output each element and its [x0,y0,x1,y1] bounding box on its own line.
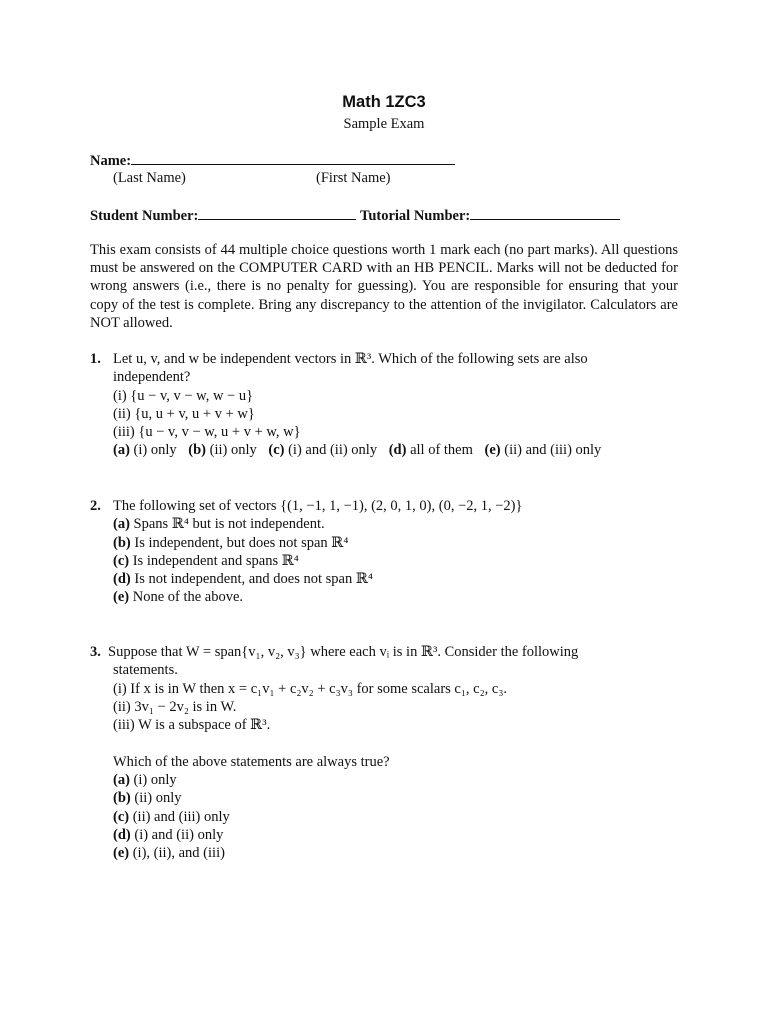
q2-option-b[interactable] [90,534,690,552]
q2-option-e[interactable] [90,588,690,606]
q3-option-b-letter: (b) [113,790,131,807]
q1-option-e-letter[interactable]: (e) [484,442,501,459]
q1-option-b-letter[interactable]: (b) [188,442,206,459]
question-2 [90,497,690,607]
question-1-set-iii: (iii) {u − v, v − w, u + v + w, w} [113,424,301,441]
question-1-number: 1. [90,351,101,367]
question-1-set-i: (i) {u − v, v − w, w − u} [113,387,254,404]
q2-option-a-letter: (a) [113,516,130,533]
q3-option-e-text: (i), (ii), and (iii) [132,845,225,862]
tutorial-number-label: Tutorial Number: [359,208,471,224]
q1-option-a-text: (i) only [133,442,177,459]
student-number-label: Student Number: [90,208,199,224]
q3-option-a[interactable] [90,771,690,789]
question-3-statement-i: (i) If x is in W then x = c₁v₁ + c₂v₂ + c₃v₃ for some scalars c₁, c₂, c₃. [113,680,508,697]
question-2-stem: The following set of vectors {(1, −1, 1, −1), (2, 0, 1, 0), (0, −2, 1, −2)} [113,498,523,514]
q3-option-a-text: (i) only [133,772,177,789]
question-3-number: 3. [90,644,101,660]
q2-option-d-letter: (d) [113,571,131,588]
q3-option-a-letter: (a) [113,772,130,789]
q2-option-c[interactable] [90,552,690,570]
question-1-set-ii: (ii) {u, u + v, u + v + w} [113,405,255,422]
q3-option-d-letter: (d) [113,826,131,843]
q2-option-c-text: Is independent and spans ℝ⁴ [132,552,299,569]
question-1-stem: Let u, v, and w be independent vectors in ℝ³. Which of the following sets are also [113,351,588,367]
question-3-statement-iii: (iii) W is a subspace of ℝ³. [113,717,271,734]
last-name-hint: (Last Name) [113,170,186,186]
tutorial-number-blank[interactable] [470,205,620,220]
q3-option-b[interactable] [90,789,690,807]
q2-option-a-text: Spans ℝ⁴ but is not independent. [133,516,325,533]
q3-option-c-text: (ii) and (iii) only [132,808,230,825]
name-blank[interactable] [131,150,455,165]
q1-option-e-text: (ii) and (iii) only [504,442,602,459]
page-subtitle: Sample Exam [343,116,425,132]
question-1 [90,350,690,460]
q3-option-c-letter: (c) [113,808,130,825]
q2-option-d-text: Is not independent, and does not span ℝ⁴ [134,571,373,588]
instructions-paragraph: This exam consists of 44 multiple choice questions worth 1 mark each (no part marks). All questions must be answered on the COMPUTER CARD with an HB PENCIL. Marks will not be deducted for wrong answers (i.e., there is no penalty for guessing). You are responsible for ensuring that your copy of the test is complete. Bring any discrepancy to the attention of the invigilator. Calculators are NOT allowed. [90,242,678,331]
student-number-blank[interactable] [198,205,356,220]
page-title: Math 1ZC3 [342,93,426,111]
q2-option-e-text: None of the above. [132,589,244,606]
question-1-options [90,441,690,459]
q2-option-b-text: Is independent, but does not span ℝ⁴ [134,534,349,551]
q3-option-d-text: (i) and (ii) only [134,826,224,843]
q3-option-e[interactable] [90,844,690,862]
q2-option-b-letter: (b) [113,534,131,551]
q3-option-d[interactable] [90,826,690,844]
q1-option-b-text: (ii) only [209,442,257,459]
name-row [90,150,455,170]
q2-option-a[interactable] [90,515,690,533]
q3-option-c[interactable] [90,808,690,826]
question-3-statement-ii: (ii) 3v₁ − 2v₂ is in W. [113,698,237,715]
name-label: Name: [90,153,132,169]
q1-option-c-letter[interactable]: (c) [268,442,285,459]
q2-option-d[interactable] [90,570,690,588]
q3-option-e-letter: (e) [113,845,130,862]
first-name-hint: (First Name) [316,170,391,186]
question-3-stem: Suppose that W = span{v₁, v₂, v₃} where each vᵢ is in ℝ³. Consider the following [108,644,579,660]
q1-option-d-text: all of them [410,442,473,459]
q2-option-e-letter: (e) [113,589,130,606]
number-row [90,205,620,225]
spacer [90,734,690,752]
q1-option-c-text: (i) and (ii) only [288,442,378,459]
question-2-number: 2. [90,498,101,514]
q1-option-d-letter[interactable]: (d) [388,442,407,459]
question-3-stem-cont: statements. [113,662,178,679]
question-3-prompt: Which of the above statements are always true? [113,753,390,770]
question-1-stem-cont: independent? [113,369,191,386]
question-3 [90,643,690,863]
q3-option-b-text: (ii) only [134,790,182,807]
q1-option-a-letter[interactable]: (a) [113,442,130,459]
q2-option-c-letter: (c) [113,552,130,569]
